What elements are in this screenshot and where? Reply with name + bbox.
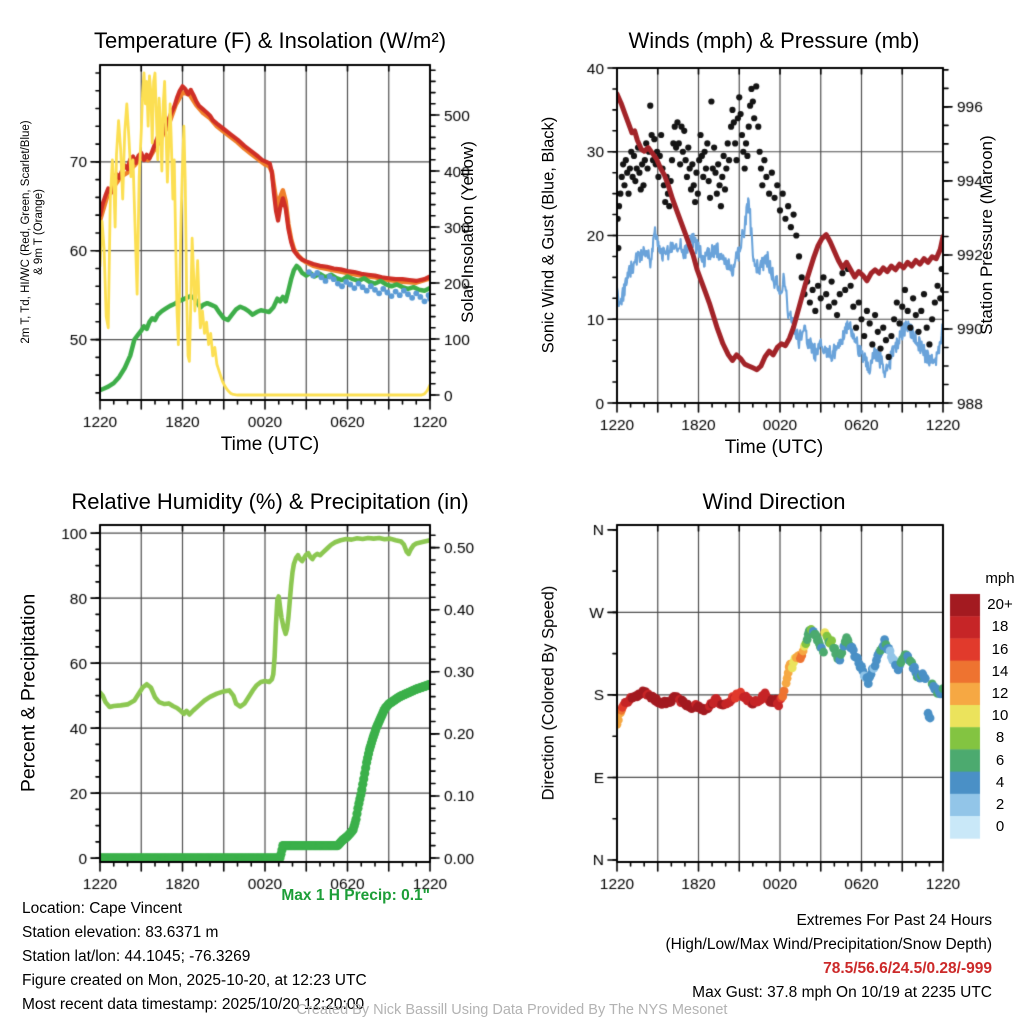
temp-left-axis-label-line1: 2m T, Td, HI/WC (Red, Green, Scarlet/Blue) (20, 120, 32, 344)
legend-label-4: 4 (995, 773, 1005, 791)
insolation-right-axis-label: Solar Insolation (Yellow) (458, 141, 477, 323)
recent-data-timestamp: Most recent data timestamp: 2025/10/20 12:20:00 (22, 996, 365, 1013)
legend-label-16: 16 (991, 640, 1009, 658)
max-precip-annotation: Max 1 H Precip: 0.1" (281, 887, 430, 904)
extremes-subheading: (High/Low/Max Wind/Precipitation/Snow Depth) (665, 936, 992, 953)
extremes-block (666, 909, 993, 1005)
legend-label-6: 6 (995, 751, 1005, 769)
rh-left-axis-label: Percent & Precipitation (17, 593, 40, 793)
wind-direction-title: Wind Direction (702, 489, 846, 514)
legend-label-8: 8 (995, 729, 1005, 747)
station-location: Location: Cape Vincent (22, 900, 182, 917)
rh-precip-title: Relative Humidity (%) & Precipitation (in) (71, 489, 469, 514)
winds-pressure-title: Winds (mph) & Pressure (mb) (628, 28, 920, 53)
legend-label-2: 2 (995, 795, 1005, 813)
station-info-block (22, 897, 367, 1017)
extremes-heading: Extremes For Past 24 Hours (796, 912, 992, 929)
max-gust-line: Max Gust: 37.8 mph On 10/19 at 2235 UTC (692, 984, 992, 1001)
wind-xaxis-label: Time (UTC) (724, 437, 824, 458)
extremes-values: 78.5/56.6/24.5/0.28/-999 (823, 960, 992, 977)
legend-label-0: 0 (995, 818, 1005, 836)
station-latlon: Station lat/lon: 44.1045; -76.3269 (22, 948, 251, 965)
legend-label-18: 18 (991, 618, 1009, 636)
temp-insolation-title: Temperature (F) & Insolation (W/m²) (93, 28, 447, 53)
pressure-right-axis-label: Station Pressure (Maroon) (977, 135, 996, 335)
temp-left-axis-label-line2: & 9m T (Orange) (33, 189, 45, 275)
credit-line: Created By Nick Bassill Using Data Provided By The NYS Mesonet (296, 1002, 728, 1018)
legend-label-10: 10 (991, 707, 1009, 725)
legend-label-20plus: 20+ (987, 596, 1013, 614)
legend-label-12: 12 (991, 684, 1009, 702)
legend-label-14: 14 (991, 662, 1009, 680)
temp-xaxis-label: Time (UTC) (220, 434, 320, 455)
direction-left-axis-label: Direction (Colored By Speed) (539, 585, 558, 801)
station-elevation: Station elevation: 83.6371 m (22, 924, 219, 941)
figure-created-timestamp: Figure created on Mon, 2025-10-20, at 12:23 UTC (22, 972, 367, 989)
temp-left-axis-label (20, 120, 46, 343)
legend-unit-label: mph (985, 570, 1015, 587)
wind-left-axis-label: Sonic Wind & Gust (Blue, Black) (539, 116, 558, 354)
